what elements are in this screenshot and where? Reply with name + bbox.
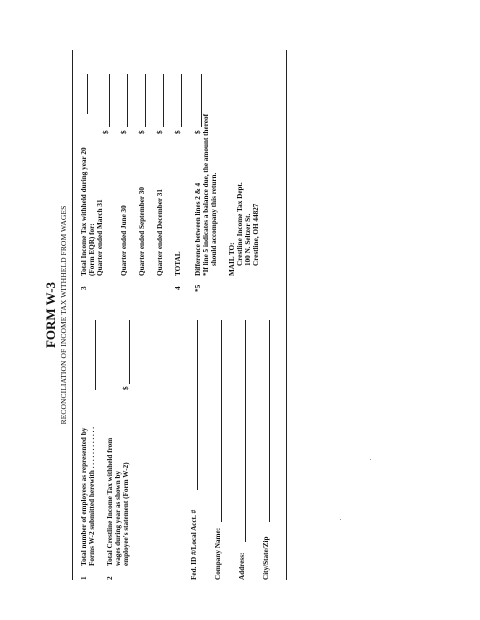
city-state-zip-field[interactable] [269, 320, 270, 522]
item-2-text-line2: wages during year as shown by [114, 470, 122, 566]
quarter-september-dollar: $ [138, 130, 146, 134]
total-label: TOTAL [174, 251, 182, 276]
quarter-june-label: Quarter ended June 30 [120, 205, 128, 276]
fed-id-field[interactable] [197, 320, 198, 490]
mail-to-line2: 100 N. Seltzer St. [244, 213, 252, 266]
item-3-text-line1: Total Income Tax withheld during year 20 [80, 147, 88, 276]
form-title: FORM W-3 [43, 281, 58, 349]
total-dollar: $ [174, 130, 182, 134]
bottom-rule [286, 50, 287, 580]
form-subtitle: RECONCILIATION OF INCOME TAX WITHHELD FROM WAGES [59, 205, 68, 425]
mail-to-line1: Crestline Income Tax Dept. [236, 182, 244, 266]
quarter-june-dollar: $ [120, 130, 128, 134]
balance-due-note-line2: should accompany this return. [210, 172, 218, 266]
item-3-text-line2: (Form EQR) for: [88, 223, 96, 276]
top-rule [72, 50, 73, 580]
city-state-zip-label: City/State/Zip [262, 536, 270, 580]
item-1-text-line2: Forms W-2 submitted herewith . . . . . . . . . . . . [88, 426, 96, 566]
item-5-number: *5 [194, 284, 202, 292]
quarter-march-label: Quarter ended March 31 [96, 199, 104, 276]
item-2-field[interactable] [129, 320, 130, 384]
quarter-june-field[interactable] [127, 74, 128, 127]
quarter-december-label: Quarter ended December 31 [156, 189, 164, 276]
difference-label: Difference between lines 2 & 4 [194, 182, 202, 276]
company-name-field[interactable] [221, 320, 222, 522]
quarter-september-field[interactable] [145, 74, 146, 127]
mail-to-line3: Crestline, OH 44827 [252, 203, 260, 266]
quarter-march-field[interactable] [109, 74, 110, 127]
quarter-march-dollar: $ [102, 130, 110, 134]
quarter-december-dollar: $ [156, 130, 164, 134]
scan-speck [370, 459, 371, 460]
item-1-number: 1 [80, 576, 88, 580]
difference-dollar: $ [194, 130, 202, 134]
quarter-september-label: Quarter ended September 30 [138, 187, 146, 276]
item-3-number: 3 [80, 286, 88, 290]
item-4-number: 4 [174, 286, 182, 290]
fed-id-label: Fed. ID #/Local Acct. # [190, 509, 198, 580]
form-w3-page [40, 50, 480, 580]
item-1-text-line1: Total number of employees as represented by [80, 427, 88, 566]
balance-due-note-line1: *If line 5 indicates a balance due, the amount thereof [202, 114, 210, 276]
item-3-year-field[interactable] [87, 74, 88, 114]
item-1-field[interactable] [95, 320, 96, 390]
item-2-text-line3: employee's statement (Form W-2) [122, 462, 130, 566]
total-field[interactable] [181, 74, 182, 127]
quarter-december-field[interactable] [163, 74, 164, 127]
item-2-text-line1: Total Crestline Income Tax withheld from [106, 437, 114, 566]
item-2-number: 2 [106, 576, 114, 580]
item-2-dollar-sign: $ [122, 386, 130, 390]
scan-speck [340, 519, 341, 520]
address-field[interactable] [245, 320, 246, 542]
mail-to-label: MAIL TO: [228, 242, 236, 276]
address-label: Address: [238, 552, 246, 580]
company-name-label: Company Name: [214, 527, 222, 580]
